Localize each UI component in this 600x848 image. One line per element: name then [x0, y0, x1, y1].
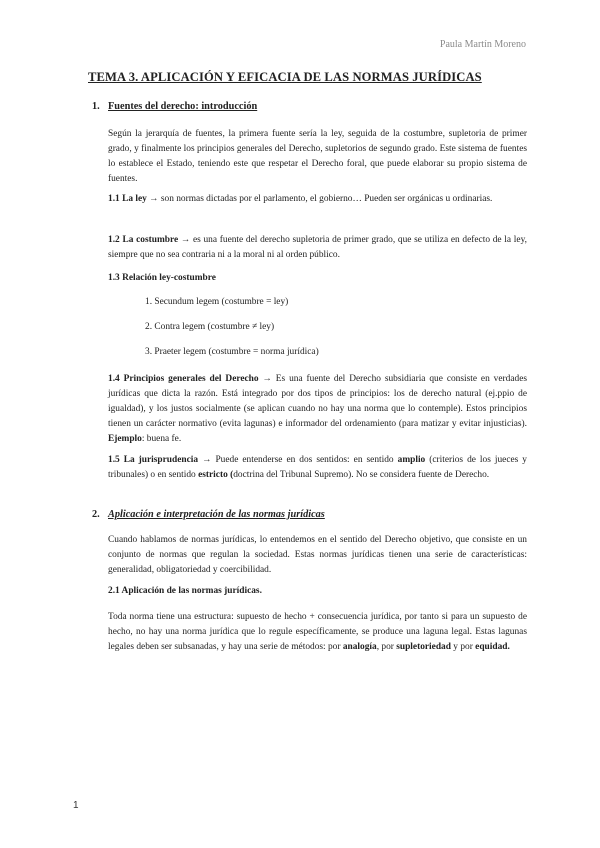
paragraph-1-4-example-label: Ejemplo: [108, 434, 142, 444]
section-2-number: 2.: [92, 509, 100, 520]
section-1-intro: Según la jerarquía de fuentes, la primera fuente sería la ley, seguida de la costumbre, supletoria de primer grado, y finalmente los principios generales del Derecho, supletorios de segundo grado. Este sistema de fuentes lo establece el Estado, teniendo este que respetar el Derecho foral, que puede elaborar su propio sistema de fuentes.: [108, 129, 527, 184]
paragraph-2-1-separator: y por: [450, 642, 476, 652]
paragraph-2-1-equidad: equidad.: [475, 642, 510, 652]
paragraph-1-5-text-a: → Puede entenderse en dos sentidos: en sentido: [198, 455, 398, 465]
section-2-heading: Aplicación e interpretación de las normas jurídicas: [108, 509, 325, 520]
paragraph-1-5-text-b: (criterios de los jueces y tribunales) o en sentido: [108, 455, 527, 480]
paragraph-1-5: [108, 453, 527, 483]
document-title: TEMA 3. APLICACIÓN Y EFICACIA DE LAS NORMAS JURÍDICAS: [88, 70, 482, 84]
section-2-intro: Cuando hablamos de normas jurídicas, lo entendemos en el sentido del Derecho objetivo, que consiste en un conjunto de normas que regulan la sociedad. Estas normas jurídicas tienen una serie de características: generalidad, obligatoriedad y coercibilidad.: [108, 535, 527, 575]
list-item: 2. Contra legem (costumbre ≠ ley): [145, 322, 275, 332]
subsection-2-1-heading: 2.1 Aplicación de las normas jurídicas.: [108, 586, 262, 596]
list-item: 3. Praeter legem (costumbre = norma jurídica): [145, 347, 319, 357]
paragraph-1-4: [108, 372, 527, 447]
paragraph-2-1-text: Toda norma tiene una estructura: supuesto de hecho + consecuencia jurídica, por tanto si para un supuesto de hecho, no hay una norma jurídica que lo regule específicamente, se produce una laguna legal. Estas lagunas legales deben ser subsanadas, y hay una serie de métodos: por: [108, 612, 527, 652]
paragraph-2-1-analogia: analogía: [342, 642, 377, 652]
section-1-number: 1.: [92, 101, 100, 112]
paragraph-1-2-label: 1.2 La costumbre: [108, 235, 179, 245]
paragraph-1-4-example-text: : buena fe.: [141, 434, 182, 444]
paragraph-1-5-label: 1.5 La jurisprudencia: [108, 455, 199, 465]
subsection-1-3-heading: 1.3 Relación ley-costumbre: [108, 273, 216, 283]
author-header: Paula Martín Moreno: [439, 39, 526, 50]
paragraph-1-2: [108, 233, 527, 263]
paragraph-1-1-text: → son normas dictadas por el parlamento, el gobierno… Pueden ser orgánicas u ordinarias.: [146, 194, 493, 204]
paragraph-2-1-supletoriedad: supletoriedad: [396, 642, 451, 652]
paragraph-2-1: [108, 610, 527, 655]
paragraph-1-5-amplio: amplio: [397, 455, 426, 465]
section-1-heading: Fuentes del derecho: introducción: [108, 101, 258, 112]
paragraph-2-1-separator: , por: [376, 642, 397, 652]
paragraph-1-1-label: 1.1 La ley: [108, 194, 147, 204]
paragraph-1-4-text: → Es una fuente del Derecho subsidiaria que consiste en verdades jurídicas que dicta la razón. Está integrado por dos tipos de principios: los de derecho natural (ej.ppio de igualdad), y los justos socialmente (se aplican cuando no hay una norma que lo contemple). Estos principios tienen un carácter normativo (evita lagunas) e informador del ordenamiento (para matizar y evitar injusticias).: [108, 374, 527, 429]
page-number: 1: [73, 800, 79, 811]
paragraph-1-5-text-c: doctrina del Tribunal Supremo). No se considera fuente de Derecho.: [233, 470, 490, 480]
paragraph-1-2-text: → es una fuente del derecho supletoria de primer grado, que se utiliza en defecto de la ley, siempre que no sea contraria ni a la moral ni al orden público.: [108, 235, 527, 260]
paragraph-1-5-estricto: estricto (: [198, 470, 234, 480]
list-item: 1. Secundum legem (costumbre = ley): [145, 297, 289, 307]
paragraph-1-4-label: 1.4 Principios generales del Derecho: [108, 374, 259, 384]
paragraph-1-1: [108, 192, 527, 207]
